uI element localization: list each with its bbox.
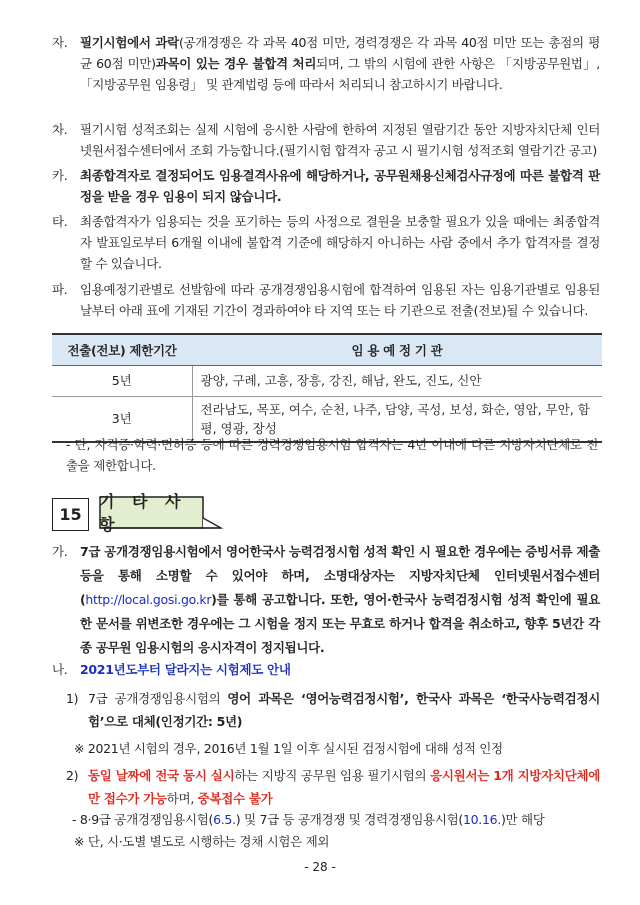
item-marker: 카. bbox=[52, 168, 68, 183]
item-text: 최종합격자가 임용되는 것을 포기하는 등의 사정으로 결원을 보충할 필요가 있을 때에는 최종합격자 발표일로부터 6개월 이내에 불합격 기준에 해당하지 아니하는 사람 중에서 추가 합격자를 결정할 수 있습니다. bbox=[80, 214, 600, 271]
subitem-text-part2: 하는 지방직 공무원 임용 필기시험의 bbox=[234, 768, 431, 783]
page-number: - 28 - bbox=[304, 860, 336, 874]
item-marker: 타. bbox=[52, 214, 68, 229]
item-ta bbox=[52, 211, 600, 274]
subitem-2-note2: ※ 단, 시·도별 별도로 시행하는 경채 시험은 제외 bbox=[74, 834, 330, 849]
table-row bbox=[52, 365, 602, 396]
same-day-text: 동일 날짜에 전국 동시 실시 bbox=[88, 768, 235, 783]
table-header-agencies: 임 용 예 정 기 관 bbox=[192, 334, 602, 365]
exam-date-1: 6.5. bbox=[213, 812, 236, 827]
table-cell-agencies: 전라남도, 목포, 여수, 순천, 나주, 담양, 곡성, 보성, 화순, 영암, 무안, 함평, 영광, 장성 bbox=[192, 396, 602, 442]
subitem-1 bbox=[66, 687, 600, 733]
item-na bbox=[52, 659, 600, 680]
subitem-2-note1: - 8·9급 공개경쟁임용시험(6.5.) 및 7급 등 공개경쟁 및 경력경쟁임용시험(10.16.)만 해당 bbox=[72, 812, 545, 827]
item-text: 임용예정기관별로 선발함에 따라 공개경쟁임용시험에 합격하여 임용된 자는 임용기관별로 임용된 날부터 아래 표에 기재된 기간이 경과하여야 타 지역 또는 타 기관으로 전출(전보)될 수 있습니다. bbox=[80, 282, 600, 318]
subitem-marker: 1) bbox=[66, 691, 79, 706]
table-note: - 단, 자격증·학력·면허증 등에 따른 경력경쟁임용시험 합격자는 4년 이내에 다른 지방자치단체로 전출을 제한합니다. bbox=[66, 437, 598, 473]
item-cha2 bbox=[52, 119, 600, 161]
item-marker: 가. bbox=[52, 544, 68, 559]
subitem-text-bold: 영어 과목은 ‘영어능력검정시험’, 한국사 과목은 ‘한국사능력검정시험’으로 대체(인정기간: 5년) bbox=[88, 691, 600, 729]
item-text bbox=[52, 32, 600, 95]
section-title-box bbox=[99, 491, 224, 534]
subitem-2 bbox=[66, 764, 600, 810]
item-text bbox=[52, 540, 600, 660]
item-text: 필기시험 성적조회는 실제 시험에 응시한 사람에 한하여 지정된 열람기간 동안 지방자치단체 인터넷원서접수센터에서 조회 가능합니다.(필기시험 합격자 공고 시 필기시험 성적조회 열람기간 공고) bbox=[80, 122, 600, 158]
item-pa bbox=[52, 279, 600, 321]
subitem-text bbox=[66, 687, 600, 733]
exam-date-2: 10.16. bbox=[463, 812, 501, 827]
item-title: 2021년도부터 달라지는 시험제도 안내 bbox=[80, 662, 291, 677]
item-text-rest: 되며, 그 밖의 시험에 관한 사항은 「지방공무원법」, 「지방공무원 임용령」 및 관계법령 등에 따라서 처리되니 참고하시기 바랍니다. bbox=[80, 56, 600, 92]
item-marker: 나. bbox=[52, 662, 68, 677]
item-text-part2: )를 통해 공고합니다. 또한, 영어·한국사 능력검정시험 성적 확인에 필요한 문서를 위변조한 경우에는 그 시험을 정지 또는 무효로 하거나 합격을 취소하고, 향후 5년간 각종 공무원 임용시험의 응시자격이 정지됩니다. bbox=[80, 592, 600, 655]
table-header-period: 전출(전보) 제한기간 bbox=[52, 334, 192, 365]
item-marker: 차. bbox=[52, 122, 68, 137]
item-ka bbox=[52, 165, 600, 207]
item-ga bbox=[52, 540, 600, 660]
subitem-text-part1: 7급 공개경쟁임용시험의 bbox=[88, 691, 228, 706]
fail-process-text: 과목이 있는 경우 불합격 처리 bbox=[155, 56, 317, 71]
duplicate-not-allowed-text: 중복접수 불가 bbox=[197, 791, 273, 806]
table-cell-period: 5년 bbox=[52, 365, 192, 396]
table-header-row bbox=[52, 334, 602, 365]
application-center-link[interactable]: http://local.gosi.go.kr bbox=[85, 592, 212, 607]
transfer-restriction-table bbox=[52, 333, 602, 443]
section-number: 15 bbox=[52, 498, 89, 531]
item-cha bbox=[52, 32, 600, 95]
fail-cutoff-text: 필기시험에서 과락 bbox=[80, 35, 179, 50]
table-cell-agencies: 광양, 구례, 고흥, 장흥, 강진, 해남, 완도, 진도, 신안 bbox=[192, 365, 602, 396]
cutoff-detail-text: (공개경쟁은 각 과목 40점 미만, 경력경쟁은 각 과목 40점 미만 또는 총점의 평균 60점 미만) bbox=[80, 35, 600, 71]
table-cell-period: 3년 bbox=[52, 396, 192, 442]
subitem-marker: 2) bbox=[66, 768, 79, 783]
subitem-text bbox=[66, 764, 600, 810]
subitem-1-note: ※ 2021년 시험의 경우, 2016년 1월 1일 이후 실시된 검정시험에 대해 성적 인정 bbox=[74, 741, 503, 756]
section-title: 기 타 사 항 bbox=[99, 491, 187, 534]
subitem-text-part4: 하며, bbox=[166, 791, 198, 806]
item-marker: 파. bbox=[52, 282, 68, 297]
item-text: 최종합격자로 결정되어도 임용결격사유에 해당하거나, 공무원채용신체검사규정에 따른 불합격 판정을 받을 경우 임용이 되지 않습니다. bbox=[80, 168, 600, 204]
item-text-part1: 7급 공개경쟁임용시험에서 영어한국사 능력검정시험 성적 확인 시 필요한 경우에는 증빙서류 제출 등을 통해 소명할 수 있어야 하며, 소명대상자는 지방자치단체 인터넷원서접수센터( bbox=[80, 544, 600, 607]
single-application-text: 응시원서는 1개 지방자치단체에만 접수가 가능 bbox=[88, 768, 601, 806]
item-marker: 자. bbox=[52, 35, 68, 50]
